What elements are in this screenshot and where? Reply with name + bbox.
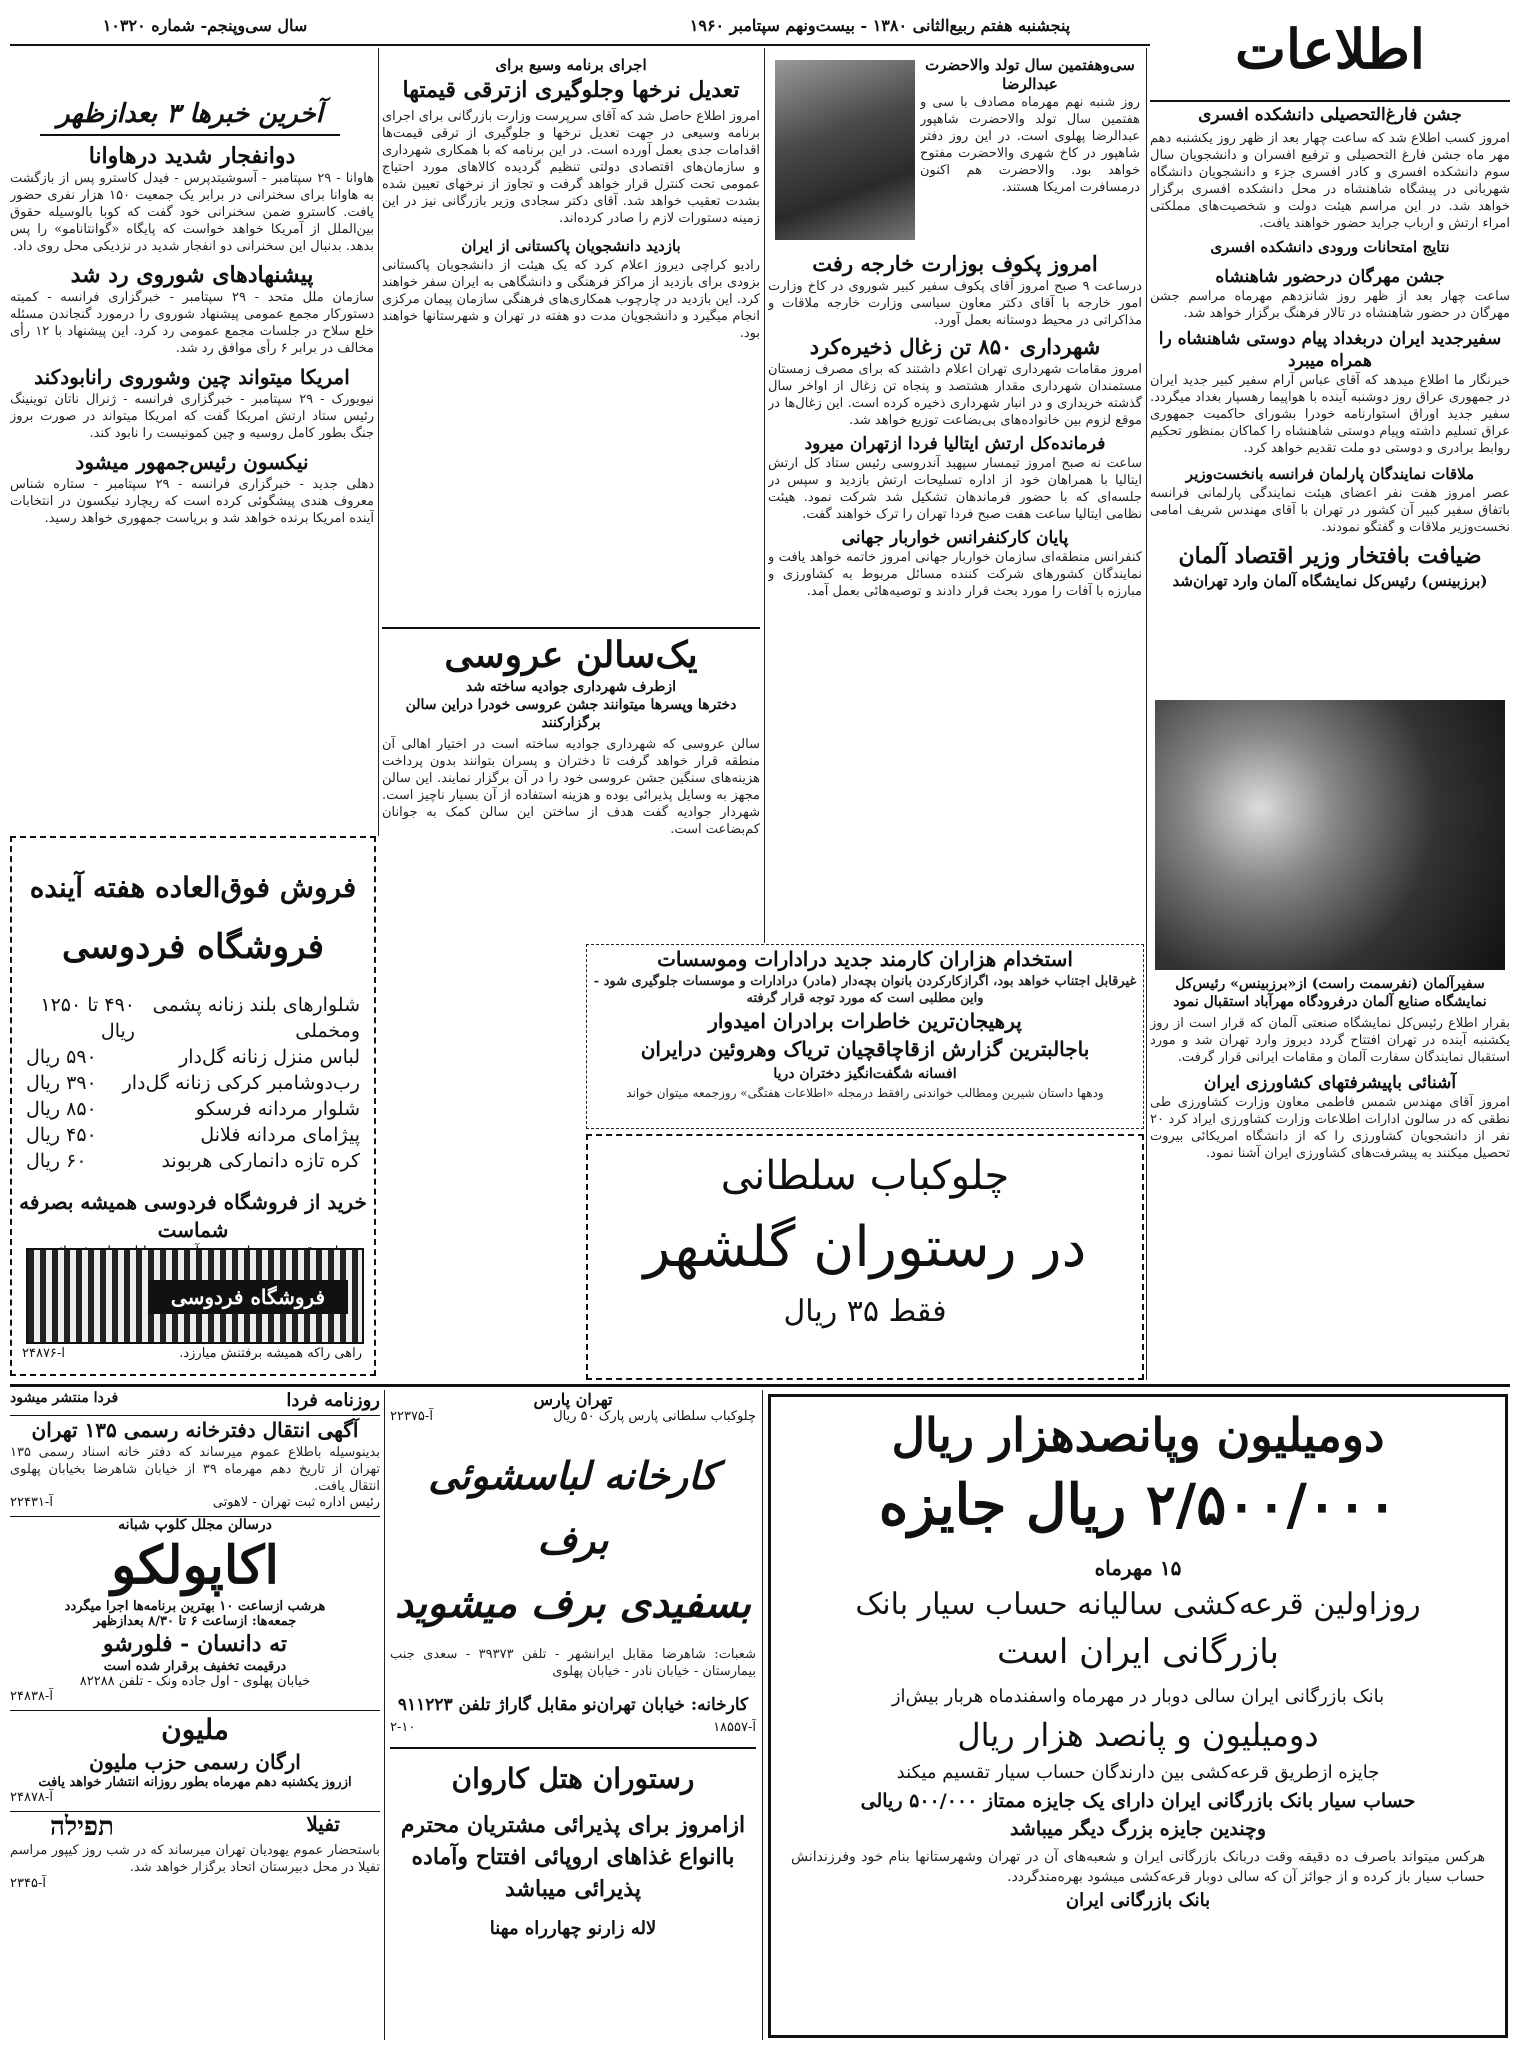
million-ad [10,1710,380,1805]
photo-caption: سفیرآلمان (نفرسمت راست) از«برزبینس» رئیس‌کل نمایشگاه صنایع آلمان درفرودگاه مهرآباد استقبال نمود [1173,976,1487,1010]
pars-code: آ-۲۲۳۷۵ [390,1409,433,1424]
hiring-headline-3b: افسانه شگفت‌انگیز دختران دریا [773,1066,957,1082]
club-line3: ته دانسان - فلورشو [102,1631,288,1657]
club-line1: هرشب ازساعت ۱۰ بهترین برنامه‌ها اجرا میگردد [64,1599,326,1614]
ferdowsi-price-list [26,992,360,1174]
mid-headline-1: امروز پکوف بوزارت خارجه رفت [812,251,1098,276]
ferdowsi-store-name: فروشگاه فردوسی [61,927,325,967]
mid-body-2: امروز مقامات شهرداری تهران اعلام داشتند که برای مصرف زمستان مستمندان شهرداری مقدار هشتصد و پنجاه تن زغال از اواخر سال گذشته خریداری و در انبار شهرداری ذخیره کرده است. این زغال‌ها در موقع لزوم بین خانواده‌های بی‌بضاعت توزیع خواهد شد. [768,362,1142,428]
million-code: آ-۲۴۸۷۸ [10,1790,53,1805]
tomorrow-header [10,1390,380,1411]
hotel-body: ازامروز برای پذیرائی مشتریان محترم باانواع غذاهای اروپائی افتتاح وآماده پذیرائی میباشد [400,1812,746,1902]
laundry-slogan: بسفیدی برف میشوید [395,1580,751,1627]
bank-line6: حساب سیار بانک بازرگانی ایران دارای یک جایزه ممتاز ۵۰۰/۰۰۰ ریالی [860,1790,1416,1812]
tefila-body: باستحضار عموم یهودیان تهران میرساند که در شب روز کیپور مراسم تفیلا در محل دبیرستان اتحاد برگزار خواهد شد. [10,1843,380,1875]
birthday-headline: سی‌وهفتمین سال تولد والاحضرت عبدالرضا [925,56,1135,93]
ferdowsi-footer: راهی راکه همیشه برفتنش میارزد. [179,1346,362,1361]
divider-mid [764,48,765,943]
hiring-ad [586,944,1144,1129]
million-body: ازروز یکشنبه دهم مهرماه بطور روزانه انتشار خواهد یافت [38,1775,352,1790]
bank-ad [768,1394,1508,2038]
masthead-date: پنجشنبه هفتم ربیع‌الثانی ۱۳۸۰ - بیست‌ونهم سپتامبر ۱۹۶۰ [689,16,1071,35]
store-building-illustration [26,1248,364,1344]
tefila-he: תפילה [50,1812,114,1842]
tefila-fa: تفیلا [306,1812,340,1836]
bank-line5: جایزه ازطریق قرعه‌کشی بین دارندگان حساب سیار تقسیم میکند [896,1762,1380,1783]
center-rule [382,627,760,629]
left-body-1: هاوانا - ۲۹ سپتامبر - آسوشیتدپرس - فیدل کاسترو پس از بازگشت به هاوانا برای سخنرانی در برابر یک جمعیت ۱۵۰ هزار نفری حضور یافت. کاسترو ضمن سخنرانی خود گفت که کوبا بالوسیله حقوق بین‌الملل از آمریکا خواهد خواست که پایگاه «گوانتانامو» را پس بدهد. بدنبال این سخنرانی دو انفجار شدید در نزدیکی محل روی داد. [10,171,374,254]
right-headline-2: نتایج امتحانات ورودی دانشکده افسری [1210,238,1450,256]
laundry-address: کارخانه: خیابان تهران‌نو مقابل گاراژ تلفن ۹۱۱۲۲۳ [397,1695,749,1715]
right-body-3: ساعت چهار بعد از ظهر روز شانزدهم مهرماه مراسم جشن مهرگان در حضور شاهنشاه در تالار فرهنگ برگزار خواهد شد. [1150,289,1510,321]
ferdowsi-sale-title: فروش فوق‌العاده هفته آینده [29,871,357,904]
pars-body: چلوکباب سلطانی پارس پارک ۵۰ ریال [553,1409,756,1424]
german-minister-photo [1155,700,1505,970]
million-title: مليون [161,1713,229,1746]
salon-sub1: ازطرف شهرداری جوادیه ساخته شد [465,679,677,695]
office-code: آ-۲۲۴۳۱ [10,1495,53,1510]
center-body-1: امروز اطلاع حاصل شد که آقای سرپرست وزارت بازرگانی برای اجرای برنامه وسیعی در جهت تعدیل نرخها و جلوگیری از ترقی قیمت‌ها اقدامات جدی بعمل آورده است. در این برنامه که با همکاری شهرداری و سازمان‌های اقتصادی دولتی تنظیم گردیده کالاهای مورد احتیاج عمومی تحت کنترل قرار خواهد گرفت و تجاوز از نرخهای تعیین شده بشدت تعقیب خواهد شد. آقای دکتر سجادی وزیر بازرگانی نیز در این زمینه دستورات لازم را صادر کرده‌اند. [382,109,760,226]
left-headline-1: دوانفجار شدید درهاوانا [88,143,296,169]
hiring-headline: استخدام هزاران کارمند جدید درادارات وموسسات [657,947,1073,971]
price-item: رب‌دوشامبر کرکی زنانه گل‌دار ۳۹۰ ریال [26,1072,360,1094]
right-body-1: امروز کسب اطلاع شد که ساعت چهار بعد از ظهر روز یکشنبه دهم مهر ماه جشن فارغ التحصیلی و ترفیع افسران و دانشجویان سال سوم دانشکده افسری و کادر افسری جزء و دانشجویان دانشگاه شهربانی در پیشگاه شاهنشاه در محل دانشکده افسری برگزار خواهد شد. در این مراسم هیئت دولت و شخصیت‌های مملکتی امراء ارتش و ارباب جراید حضور خواهند یافت. [1150,131,1510,231]
bank-line7: وچندین جایزه بزرگ دیگر میباشد [1009,1818,1267,1840]
pars-row [390,1409,756,1424]
laundry-codes [390,1720,756,1735]
ferdowsi-ad [10,836,376,1376]
price-item: شلوار مردانه فرسکو ۸۵۰ ریال [26,1098,360,1120]
divider-right [1146,48,1147,1380]
bank-line3: بانک بازرگانی ایران سالی دوبار در مهرماه واسفندماه هربار بیش‌از [891,1686,1385,1707]
laundry-code2: ۲-۱۰ [390,1720,416,1735]
mid-right-column [768,250,1142,805]
divider-bottom-left [384,1390,385,2040]
bank-signature: بانک بازرگانی ایران [1065,1890,1211,1911]
office-transfer-body: بدینوسیله باطلاع عموم میرساند که دفتر خانه اسناد رسمی ۱۳۵ تهران از تاریخ دهم مهرماه ۳۹ از خیابان شاهرضا بخیابان پهلوی انتقال یافت. [10,1445,380,1494]
mid-body-4: کنفرانس منطقه‌ای سازمان خواربار جهانی امروز خاتمه خواهد یافت و نمایندگان کشورهای شرکت کننده مسائل مربوط به کشاورزی و مبارزه با آفات را مورد بحث قرار دادند و توصیه‌هائی بعمل آمد. [768,550,1142,599]
hiring-footer: ودهها داستان شیرین ومطالب خواندنی رافقط درمجله «اطلاعات هفتگی» روزجمعه میتوان خواند [626,1086,1104,1100]
price-item: لباس منزل زنانه گل‌دار ۵۹۰ ریال [26,1046,360,1068]
left-body-3: نیویورک - ۲۹ سپتامبر - خبرگزاری فرانسه - ژنرال ناتان توینینگ رئیس ستاد ارتش امریکا گفت که امریکا میتواند در صورت بروز جنگ بطور کامل روسیه و چین کمونیست را نابود کند. [10,392,374,441]
divider-left [378,48,379,836]
page-fold-rule [10,1384,1510,1387]
tomorrow-sub: فردا منتشر میشود [10,1390,119,1406]
right-headline-7: آشنائی باپیشرفتهای کشاورزی ایران [1203,1073,1457,1093]
center-kicker: اجرای برنامه وسیع برای [495,56,647,74]
right-headline-3: جشن مهرگان درحضور شاهنشاه [1215,267,1445,287]
office-transfer-footer [10,1495,380,1510]
right-body-7: امروز آقای مهندس شمس فاطمی معاون وزارت کشاورزی طی نطقی که در سالون ادارات اطلاعات وزارت کشاورزی ایراد کرد ۲۰ نفر از دانشجویان کشاورزی را که از دانشگاه امریکائی بیروت تحصیل میکنند به پیشرفت‌های کشاورزی ایران آشنا نمود. [1150,1095,1510,1161]
hotel-title: رستوران هتل کاروان [451,1762,695,1795]
bank-line1: روزاولین قرعه‌کشی سالیانه حساب سیار بانک [855,1587,1421,1622]
center-body-2: رادیو کراچی دیروز اعلام کرد که یک هیئت از دانشجویان پاکستانی بزودی برای بازدید از مراکز فرهنگی و دانشگاهی به ایران سفر خواهند کرد. این بازدید در چارچوب همکاری‌های فرهنگی سازمان پیمان مرکزی انجام میگیرد و دانشجویان مدت دو هفته در تهران و شهرستانها خواهند بود. [382,258,760,341]
laundry-title: کارخانه لباسشوئی برف [428,1453,718,1562]
center-headline-2: بازدید دانشجویان پاکستانی از ایران [461,237,681,255]
masthead-rule-right [1150,100,1510,102]
million-sub: ارگان رسمی حزب مليون [89,1750,301,1774]
ferdowsi-slogan: خرید از فروشگاه فردوسی همیشه بصرفه شماست [19,1190,367,1242]
birthday-item [920,56,1140,246]
left-headline-4: نیکسون رئیس‌جمهور میشود [75,450,309,474]
ferdowsi-code: آ-۲۴۸۷۶ [22,1346,65,1361]
kabab-line2: در رستوران گلشهر [643,1215,1087,1280]
bank-prize-amount: ۲/۵۰۰/۰۰۰ ریال جایزه [878,1472,1398,1538]
tefila-code: آ-۲۳۴۵ [10,1876,46,1891]
salon-sub2: دخترها وپسرها میتوانند جشن عروسی خودرا دراین سالن برگزارکنند [405,697,737,731]
laundry-branches: شعبات: شاهرضا مقابل ایرانشهر - تلفن ۳۹۳۷۳ - سعدی جنب بیمارستان - خیابان نادر - خیابان پهلوی [390,1647,756,1679]
masthead-rule [10,44,1150,46]
hiring-headline-3: باجالبترین گزارش ازقاچاقچیان تریاک وهروئین درایران [640,1037,1090,1061]
club-name: اکاپولکو [111,1535,279,1596]
mid-headline-3: فرمانده‌کل ارتش ایتالیا فردا ازتهران میرود [804,434,1106,454]
masthead-issue: سال سی‌وپنجم- شماره ۱۰۳۲۰ [102,16,308,35]
price-item: پیژامای مردانه فلانل ۴۵۰ ریال [26,1124,360,1146]
kabab-line1: چلوکباب سلطانی [720,1153,1010,1199]
mid-headline-2: شهرداری ۸۵۰ تن زغال ذخیره‌کرد [809,334,1101,359]
office-sign: رئیس اداره ثبت تهران - لاهوتی [212,1495,380,1510]
club-address: خیابان پهلوی - اول جاده ونک - تلفن ۸۲۲۸۸ [79,1674,311,1689]
right-column-lower [1150,975,1510,1375]
club-line2: جمعه‌ها: ازساعت ۶ تا ۸/۳۰ بعدازظهر [93,1614,297,1629]
left-column [10,142,374,832]
club-line4: درقیمت تخفیف برقرار شده است [103,1659,287,1674]
hotel-address: لاله زارنو چهارراه مهنا [489,1918,657,1939]
bottom-left-column [10,1390,380,2040]
tefila-header [10,1812,380,1842]
bank-line4: دومیلیون و پانصد هزار ریال [957,1716,1319,1754]
mid-body-3: ساعت نه صبح امروز تیمسار سپهبد آندروسی رئیس ستاد کل ارتش ایتالیا با همراهان خود از اداره تسلیحات ارتش بازدید و سپس در جلسه‌ای که با حضور فرماندهان تشکیل شد شرکت نمود. هیئت نظامی ایتالیا ساعت هفت صبح فردا تهران را ترک خواهند گفت. [768,456,1142,522]
bank-headline: دومیلیون وپانصدهزار ریال [891,1408,1385,1462]
price-item: کره تازه دانمارکی هربوند ۶۰ ریال [26,1150,360,1172]
masthead-logo: اطلاعات [1235,17,1425,81]
right-headline-4: سفیرجدید ایران دربغداد پیام دوستی شاهنشاه را همراه میبرد [1158,329,1502,371]
club-kicker: درسالن مجلل کلوپ شبانه [118,1517,272,1533]
birthday-body: روز شنبه نهم مهرماه مصادف با سی و هفتمین سال تولد والاحضرت شاهپور عبدالرضا پهلوی است. در این روز دفتر شاهپور در کاخ شهری والاحضرت مفتوح خواهد بود. والاحضرت هم اکنون درمسافرت امریکا هستند. [920,95,1140,195]
center-column [382,54,760,624]
salon-body: سالن عروسی که شهرداری جوادیه ساخته است در اختیار اهالی آن منطقه قرار خواهد گرفت تا دختران و پسران بتوانند بدون پرداخت هزینه‌های سنگین جشن عروسی خود را در آن برگزار نمایند. این سالن مجهز به وسایل پذیرائی بوده و هزینه استفاده از آن بسیار ناچیز است. شهردار جوادیه گفت هدف از ساختن این سالن کمک به جوانان کم‌بضاعت است. [382,737,760,837]
laundry-code: آ-۱۸۵۵۷ [713,1720,756,1735]
kabab-line3: فقط ۳۵ ریال [783,1294,947,1329]
bank-date: ۱۵ مهرماه [1094,1556,1182,1580]
hiring-headline-2: پرهیجان‌ترین خاطرات برادران امیدوار [708,1009,1022,1033]
left-headline-3: امریکا میتواند چین وشوروی رانابودکند [34,365,350,389]
tomorrow-title: روزنامه فردا [286,1390,380,1411]
right-body-5: عصر امروز هفت نفر اعضای هیئت نمایندگی پارلمانی فرانسه باتفاق سفیر کبیر آن کشور در تهران با آقای مهندس شریف امامی نخست‌وزیر ملاقات و گفتگو نمودند. [1150,486,1510,535]
pars-title: تهران پارس [533,1390,613,1409]
office-transfer-title: آگهی انتقال دفترخانه رسمی ۱۳۵ تهران [10,1415,380,1444]
mid-headline-4: پایان کارکنفرانس خواربار جهانی [841,528,1069,548]
kabab-ad [586,1134,1144,1380]
bottom-mid-column [390,1390,756,2040]
hotel-ad [390,1747,756,1943]
building-sign: فروشگاه فردوسی [148,1280,348,1314]
mid-body-1: درساعت ۹ صبح امروز آقای پکوف سفیر کبیر شوروی در کاخ وزارت امور خارجه با آقای دکتر معاون سیاسی وزارت خارجه ملاقات و مذاکراتی در محیط دوستانه بعمل آورد. [768,279,1142,328]
right-headline-5: ملاقات نمایندگان پارلمان فرانسه بانخست‌وزیر [1185,465,1475,483]
right-body-4: خبرنگار ما اطلاع میدهد که آقای عباس آرام سفیر کبیر جدید ایران در جمهوری عراق روز دوشنبه آینده با هواپیما رهسپار بغداد میگردد. سفیر جدید اوراق استوارنامه خودرا بشورای حاکمیت جمهوری عراق تسلیم داشته وپیام دوستی شاهنشاه را کماکان بمنظور تحکیم روابط برادری و دوستی دو ملت تقدیم خواهد کرد. [1150,373,1510,456]
left-body-2: سازمان ملل متحد - ۲۹ سپتامبر - خبرگزاری فرانسه - کمیته دستورکار مجمع عمومی پیشنهاد شوروی را درمورد گنجاندن مسئله خلع سلاح در جلسات مجمع عمومی رد کرد. این پیشنهاد با ۱۲ رأی مخالف در برابر ۶ رأی موافق رد شد. [10,290,374,356]
prince-portrait [775,60,915,240]
right-headline-6: ضیافت بافتخار وزیر اقتصاد آلمان [1178,543,1482,569]
tefila-ad [10,1811,380,1891]
salon-story [382,632,760,944]
bank-line8: هرکس میتواند باصرف ده دقیقه وقت دربانک بازرگانی ایران و شعبه‌های آن در تهران وشهرستانها بنام خود وفرزندانش حساب سیار باز کرده و از جوائز آن که سالی دوبار قرعه‌کشی میشود بهره‌مندگردد. [791,1849,1485,1885]
divider-bottom-mid [762,1390,763,2040]
salon-title: یک‌سالن عروسی [444,634,698,676]
center-headline-1: تعدیل نرخها وجلوگیری ازترقی قیمتها [402,77,740,103]
club-code: آ-۲۴۸۳۸ [10,1689,53,1704]
club-ad [10,1516,380,1704]
left-body-4: دهلی جدید - خبرگزاری فرانسه - ۲۹ سپتامبر - ستاره شناس معروف هندی پیشگوئی کرده است که ریچارد نیکسون در انتخابات آینده امریکا برنده خواهد شد و بریاست جمهوری خواهد رسید. [10,477,374,526]
right-headline-1: جشن فارغ‌التحصیلی دانشکده افسری [1198,105,1462,125]
left-headline-2: پیشنهادهای شوروی رد شد [70,262,314,288]
hiring-body: غیرقابل اجتناب خواهد بود، اگرازکارکردن بانوان بچه‌دار (مادر) درادارات و موسسات جلوگیری شود - واین مطلبی است که مورد توجه قرار گرفته [593,974,1137,1006]
latest-news-stamp: آخرین خبرها ۳ بعدازظهر [40,92,340,136]
right-body-6: بقرار اطلاع رئیس‌کل نمایشگاه صنعتی آلمان که قرار است از روز یکشنبه آینده در تهران افتتاح گردد دیروز وارد تهران شد و مورد استقبال نمایندگان سفارت آلمان و مقامات ایرانی قرار گرفت. [1150,1016,1510,1065]
price-item: شلوارهای بلند زنانه پشمی ومخملی ۴۹۰ تا ۱۲۵۰ ریال [40,994,360,1042]
right-headline-6b: (برزبینس) رئیس‌کل نمایشگاه آلمان وارد تهران‌شد [1172,572,1488,590]
bank-line2: بازرگانی ایران است [996,1632,1280,1672]
